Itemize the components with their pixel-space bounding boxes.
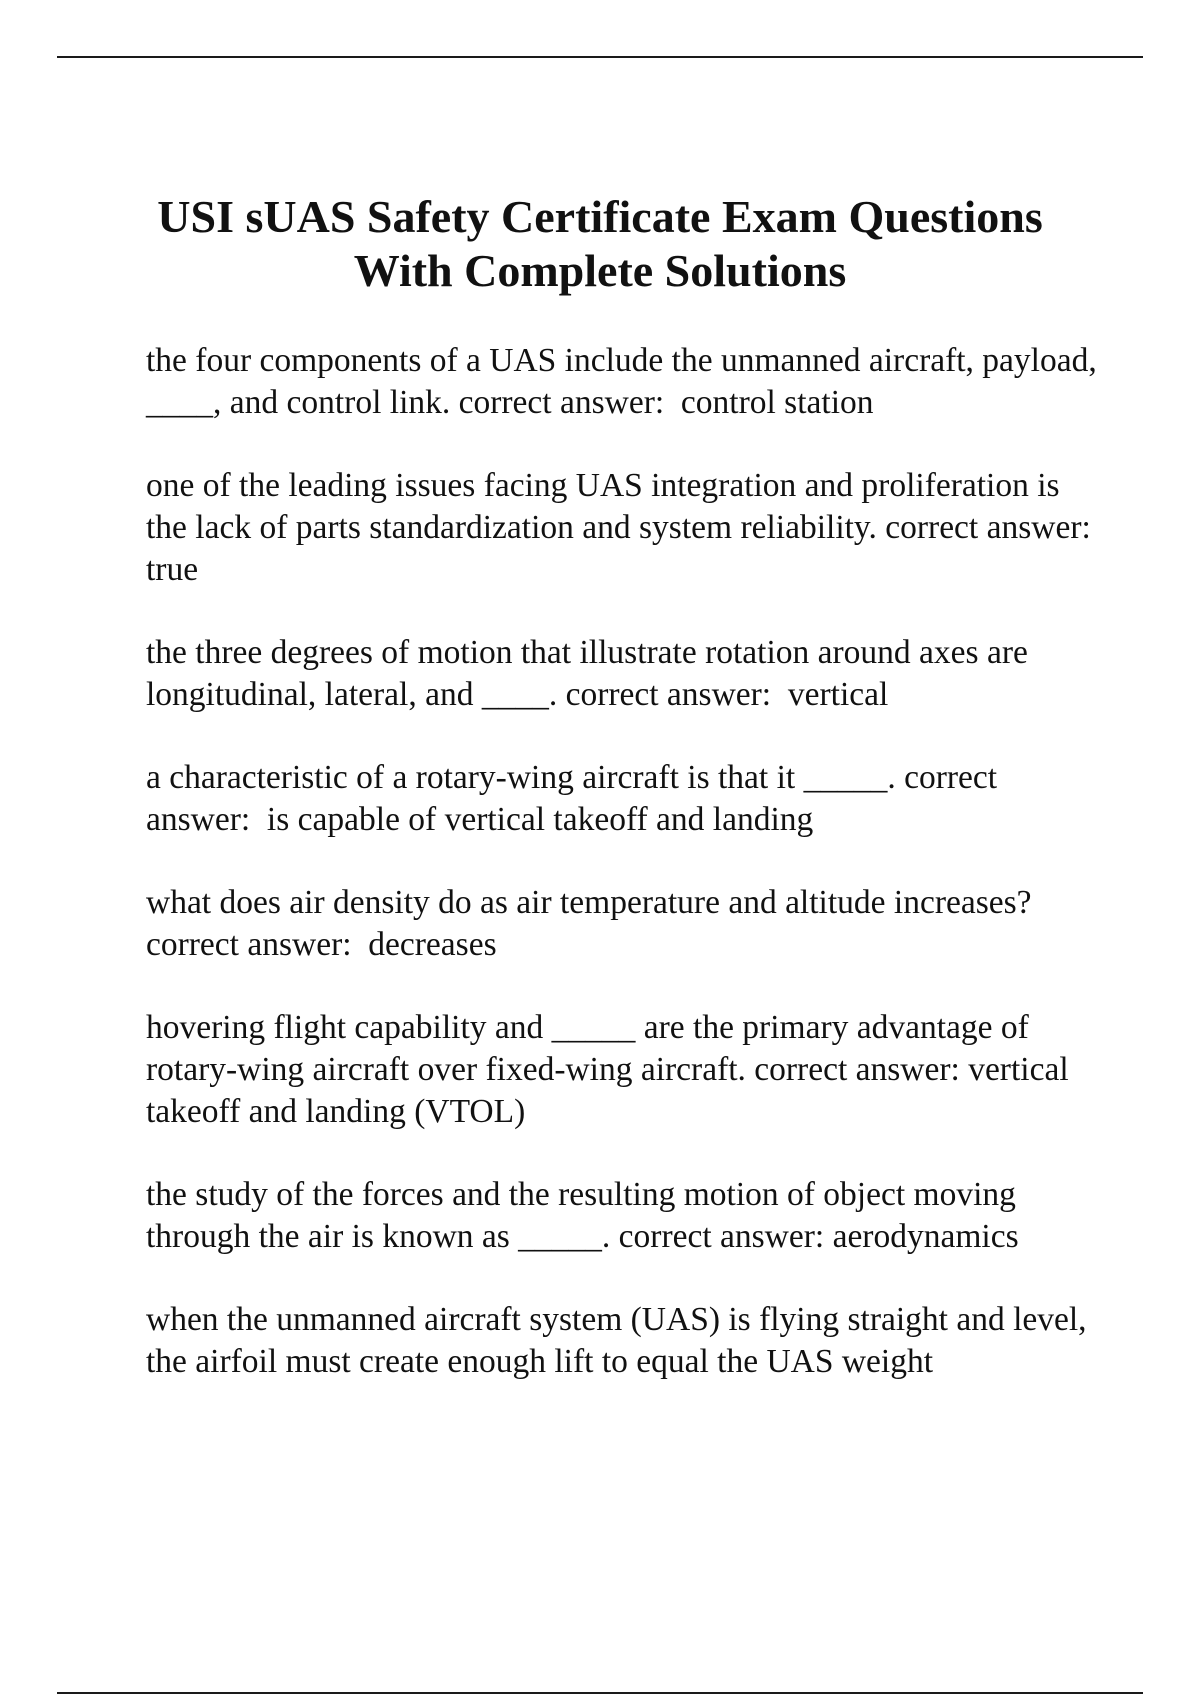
title-line-2: With Complete Solutions [353,245,847,296]
bottom-divider [57,1692,1143,1694]
qa-item: when the unmanned aircraft system (UAS) is flying straight and level, the airfoil must create enough lift to equal the UAS weight [146,1301,1095,1380]
qa-item: a characteristic of a rotary-wing aircraft is that it _____. correct answer: is capable of vertical takeoff and landing [146,759,1006,838]
qa-item: the three degrees of motion that illustrate rotation around axes are longitudinal, lateral, and ____. correct answer: vertical [146,634,1037,713]
qa-item: the study of the forces and the resulting motion of object moving through the air is known as _____. correct answer: aerodynamics [146,1176,1025,1255]
qa-item: what does air density do as air temperature and altitude increases? correct answer: decreases [146,884,1040,963]
qa-item: hovering flight capability and _____ are the primary advantage of rotary-wing aircraft over fixed-wing aircraft. correct answer: vertical takeoff and landing (VTOL) [146,1009,1077,1130]
qa-item: one of the leading issues facing UAS integration and proliferation is the lack of parts standardization and system reliability. correct answer: true [146,467,1108,588]
top-divider [57,56,1143,58]
document-title [60,190,1140,298]
qa-item: the four components of a UAS include the unmanned aircraft, payload, ____, and control link. correct answer: control station [146,342,1106,421]
question-answer-list [146,340,1106,1424]
title-line-1: USI sUAS Safety Certificate Exam Questions [157,191,1043,242]
